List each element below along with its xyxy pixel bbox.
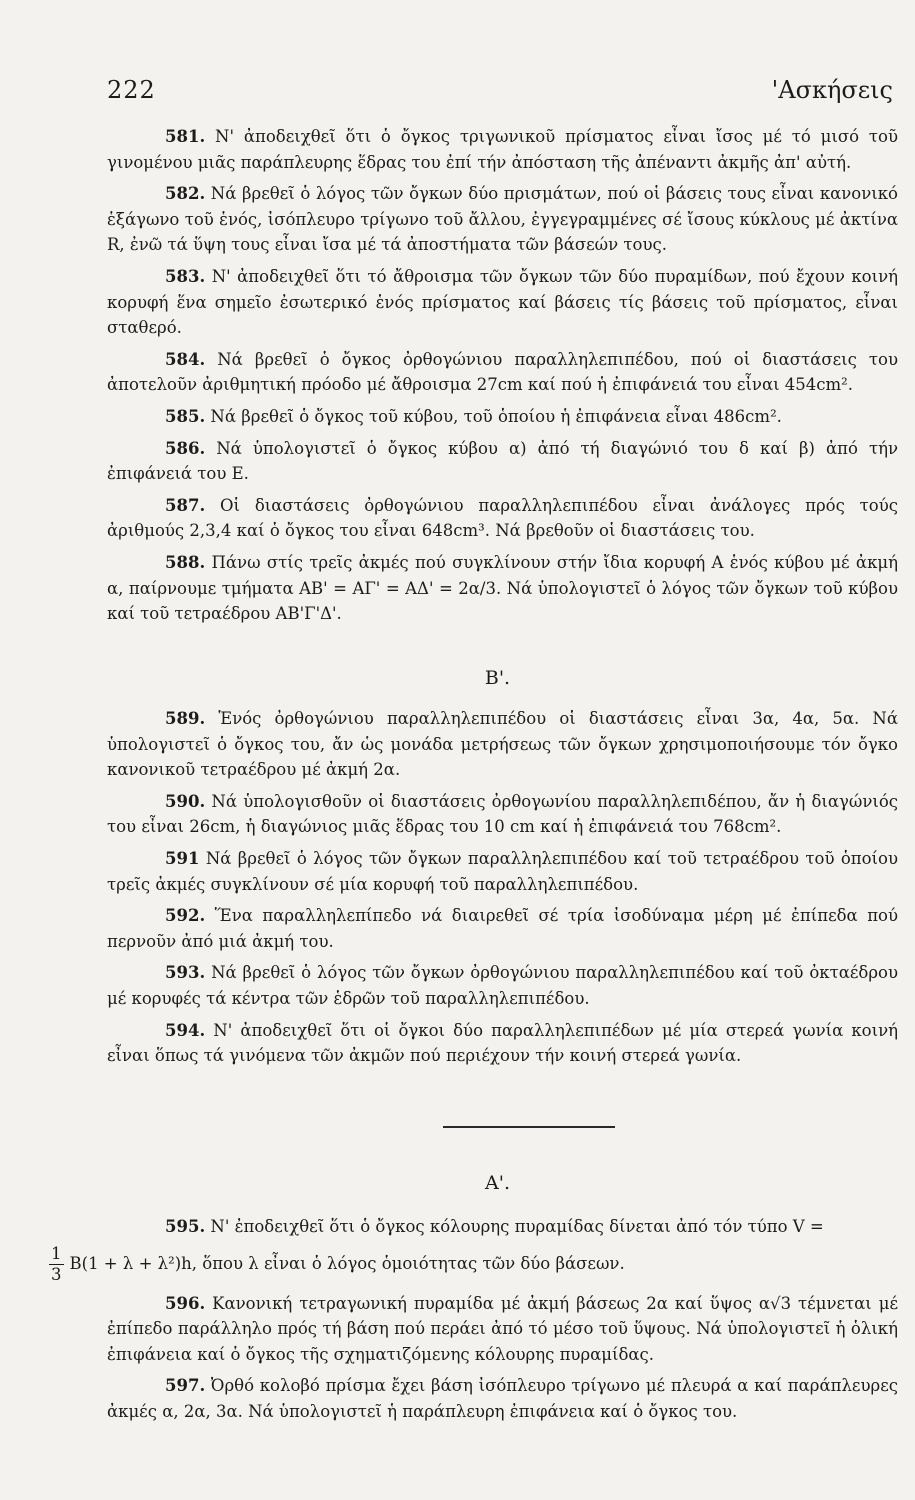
exercise-597 — [107, 1373, 898, 1424]
exercise-592 — [107, 903, 898, 954]
exercise-593 — [107, 960, 898, 1011]
formula-text: B(1 + λ + λ²)h, ὅπου λ εἶναι ὁ λόγος ὁμοιότητας τῶν δύο βάσεων. — [69, 1253, 625, 1273]
exercise-block-2 — [107, 706, 898, 1075]
exercise-block-1 — [107, 124, 898, 633]
exercise-number: 586. — [165, 438, 206, 458]
exercise-number: 591 — [165, 848, 200, 868]
exercise-text: Ν' ἀποδειχθεῖ ὅτι οἱ ὄγκοι δύο παραλληλεπιπέδων μέ μία στερεά γωνία κοινή εἶναι ὅπως τά γινόμενα τῶν ἀκμῶν πού περιέχουν τήν κοινή στερεά γωνία. — [107, 1020, 898, 1066]
exercise-581 — [107, 124, 898, 175]
formula-line — [49, 1244, 625, 1285]
exercise-text: Ἑνός ὀρθογώνιου παραλληλεπιπέδου οἱ διαστάσεις εἶναι 3α, 4α, 5α. Νά ὑπολογιστεῖ ὁ ὄγκος του, ἄν ὡς μονάδα μετρήσεως τῶν ὄγκων χρησιμοποιήσουμε τόν ὄγκο κανονικοῦ τετραέδρου μέ ἀκμή 2α. — [107, 709, 898, 780]
fraction-numerator: 1 — [51, 1243, 62, 1263]
exercise-text: Ν' ἐποδειχθεῖ ὅτι ὁ ὄγκος κόλουρης πυραμίδας δίνεται ἀπό τόν τύπο V = — [205, 1217, 824, 1236]
exercise-block-3 — [51, 1214, 898, 1431]
exercise-text: Ν' ἀποδειχθεῖ ὅτι ὁ ὄγκος τριγωνικοῦ πρίσματος εἶναι ἴσος μέ τό μισό τοῦ γινομένου μιᾶς παράπλευρης ἕδρας του ἐπί τήν ἀπόσταση τῆς ἀπέναντι ἀκμῆς ἀπ' αὐτή. — [107, 127, 898, 172]
exercise-591 — [107, 846, 898, 897]
exercise-text: Νά βρεθεῖ ὁ λόγος τῶν ὄγκων ὀρθογώνιου παραλληλεπιπέδου καί τοῦ ὀκταέδρου μέ κορυφές τά κέντρα τῶν ἑδρῶν τοῦ παραλληλεπιπέδου. — [107, 963, 898, 1008]
exercise-text: Ἕνα παραλληλεπίπεδο νά διαιρεθεῖ σέ τρία ἰσοδύναμα μέρη μέ ἐπίπεδα πού περνοῦν ἀπό μιά ἀκμή του. — [107, 906, 898, 951]
exercise-number: 597. — [165, 1376, 206, 1396]
exercise-text: Ν' ἀποδειχθεῖ ὅτι τό ἄθροισμα τῶν ὄγκων τῶν δύο πυραμίδων, πού ἔχουν κοινή κορυφή ἕνα σημεῖο ἐσωτερικό ἑνός πρίσματος καί βάσεις τίς βάσεις τοῦ πρίσματος, εἶναι σταθερό. — [107, 266, 898, 338]
exercise-text: Νά ὑπολογισθοῦν οἱ διαστάσεις ὀρθογωνίου παραλληλεπιδέπου, ἄν ἡ διαγώνιός του εἶναι 26cm, ἡ διαγώνιος μιᾶς ἕδρας του 10 cm καί ἡ ἐπιφάνειά του 768cm². — [107, 791, 898, 837]
exercise-586 — [107, 436, 898, 487]
exercise-587 — [107, 493, 898, 544]
exercise-number: 596. — [165, 1293, 206, 1313]
exercise-text: Πάνω στίς τρεῖς ἀκμές πού συγκλίνουν στήν ἴδια κορυφή Α ἑνός κύβου μέ ἀκμή α, παίρνουμε τμήματα ΑΒ' = ΑΓ' = ΑΔ' = 2α/3. Νά ὑπολογιστεῖ ὁ λόγος τῶν ὄγκων τοῦ κύβου καί τοῦ τετραέδρου ΑΒ'Γ'Δ'. — [107, 552, 898, 624]
exercise-number: 581. — [165, 127, 206, 146]
exercise-583 — [107, 264, 898, 341]
exercise-text: Νά βρεθεῖ ὁ ὄγκος ὀρθογώνιου παραλληλεπιπέδου, πού οἱ διαστάσεις του ἀποτελοῦν ἀριθμητική πρόοδο μέ ἄθροισμα 27cm καί πού ἡ ἐπιφάνειά του εἶναι 454cm². — [107, 349, 898, 395]
section-heading-b: B'. — [484, 667, 511, 689]
running-header-title: 'Ασκήσεις — [771, 76, 893, 104]
exercise-number: 589. — [165, 709, 206, 728]
exercise-number: 585. — [165, 406, 206, 426]
exercise-number: 582. — [165, 184, 206, 204]
exercise-number: 588. — [165, 552, 206, 572]
exercise-596 — [107, 1291, 898, 1368]
exercise-text: Νά ὑπολογιστεῖ ὁ ὄγκος κύβου α) ἀπό τή διαγώνιό του δ καί β) ἀπό τήν ἐπιφάνειά του Ε. — [107, 438, 898, 484]
exercise-589 — [107, 706, 898, 783]
exercise-text: Ὀρθό κολοβό πρίσμα ἔχει βάση ἰσόπλευρο τρίγωνο μέ πλευρά α καί παράπλευρες ἀκμές α, 2α, 3α. Νά ὑπολογιστεῖ ἡ παράπλευρη ἐπιφάνεια καί ὁ ὄγκος του. — [107, 1376, 898, 1421]
exercise-585 — [107, 404, 898, 430]
exercise-584 — [107, 347, 898, 398]
exercise-number: 584. — [165, 349, 206, 369]
page-number: 222 — [107, 76, 156, 104]
exercise-number: 595. — [165, 1217, 206, 1236]
exercise-text: Νά βρεθεῖ ὁ λόγος τῶν ὄγκων παραλληλεπιπέδου καί τοῦ τετραέδρου τοῦ ὁποίου τρεῖς ἀκμές συγκλίνουν σέ μία κορυφή τοῦ παραλληλεπιπέδου. — [107, 848, 898, 894]
exercise-number: 583. — [165, 266, 206, 286]
exercise-590 — [107, 789, 898, 840]
exercise-text: Νά βρεθεῖ ὁ λόγος τῶν ὄγκων δύο πρισμάτων, πού οἱ βάσεις τους εἶναι κανονικό ἑξάγωνο τοῦ ἑνός, ἰσόπλευρο τρίγωνο τοῦ ἄλλου, ἐγγεγραμμένες σέ ἴσους κύκλους μέ ἀκτίνα R, ἐνῶ τά ὕψη τους εἶναι ἴσα μέ τά ἀποστήματα τῶν βάσεών τους. — [107, 184, 898, 255]
section-heading-a: A'. — [485, 1172, 510, 1194]
exercise-582 — [107, 181, 898, 258]
exercise-number: 593. — [165, 963, 206, 983]
exercise-588 — [107, 550, 898, 627]
section-divider — [443, 1126, 615, 1128]
exercise-594 — [107, 1018, 898, 1069]
exercise-text: Κανονική τετραγωνική πυραμίδα μέ ἀκμή βάσεως 2α καί ὕψος α√3 τέμνεται μέ ἐπίπεδο παράλληλο πρός τή βάση πού περάει ἀπό τό μέσο τοῦ ὕψους. Νά ὑπολογιστεῖ ἡ ὁλική ἐπιφάνεια καί ὁ ὄγκος τῆς σχηματιζόμενης κόλουρης πυραμίδας. — [107, 1293, 898, 1364]
fraction-denominator: 3 — [51, 1264, 62, 1284]
exercise-number: 592. — [165, 906, 206, 926]
exercise-number: 594. — [165, 1020, 206, 1040]
exercise-number: 590. — [165, 791, 206, 811]
exercise-595 — [51, 1214, 898, 1285]
fraction-one-third — [49, 1244, 64, 1285]
exercise-number: 587. — [165, 495, 206, 515]
exercise-text: Νά βρεθεῖ ὁ ὄγκος τοῦ κύβου, τοῦ ὁποίου ἡ ἐπιφάνεια εἶναι 486cm². — [205, 406, 782, 426]
exercise-text: Οἱ διαστάσεις ὀρθογώνιου παραλληλεπιπέδου εἶναι ἀνάλογες πρός τούς ἀριθμούς 2,3,4 καί ὁ ὄγκος του εἶναι 648cm³. Νά βρεθοῦν οἱ διαστάσεις του. — [107, 495, 898, 541]
